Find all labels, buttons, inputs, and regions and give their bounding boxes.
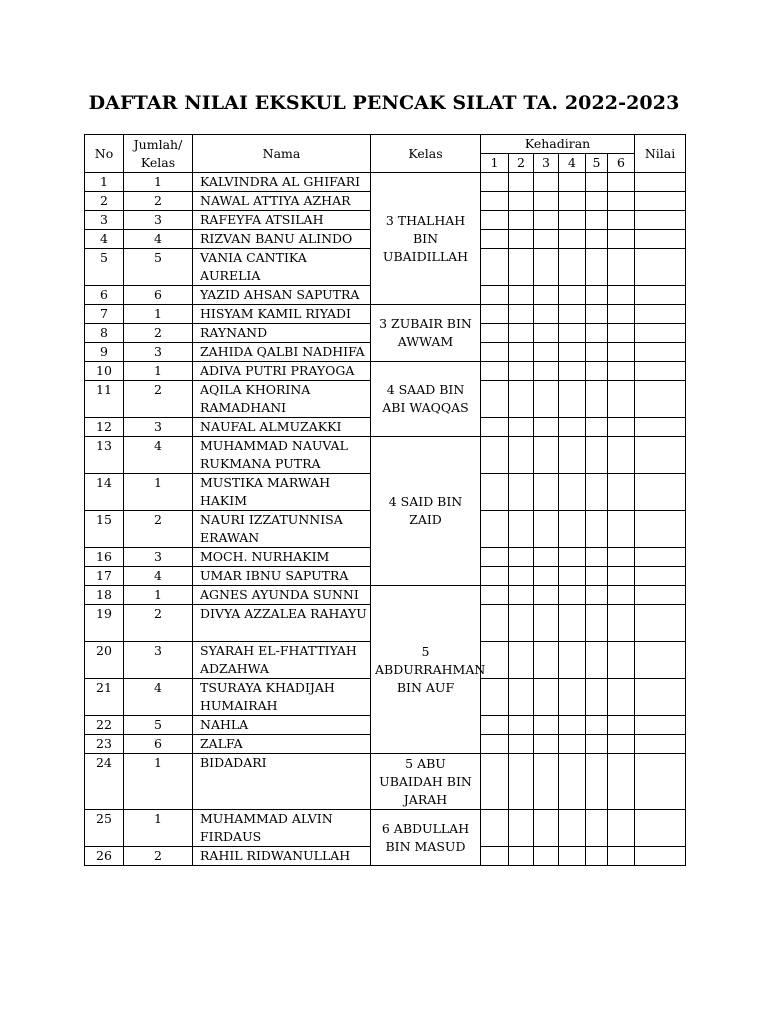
attendance-cell — [559, 418, 586, 437]
attendance-cell — [509, 173, 534, 192]
cell-nama: ZALFA — [193, 735, 371, 754]
attendance-cell — [481, 418, 509, 437]
cell-jumlah: 1 — [124, 362, 193, 381]
cell-nilai — [635, 679, 686, 716]
session-header: 3 — [534, 154, 559, 173]
cell-nilai — [635, 362, 686, 381]
cell-jumlah: 3 — [124, 343, 193, 362]
attendance-cell — [586, 343, 608, 362]
cell-nama: NAUFAL ALMUZAKKI — [193, 418, 371, 437]
attendance-cell — [559, 847, 586, 866]
cell-nama: UMAR IBNU SAPUTRA — [193, 567, 371, 586]
cell-no: 15 — [85, 511, 124, 548]
attendance-cell — [509, 211, 534, 230]
attendance-cell — [534, 847, 559, 866]
attendance-cell — [608, 511, 635, 548]
attendance-cell — [559, 735, 586, 754]
attendance-cell — [481, 286, 509, 305]
attendance-cell — [509, 548, 534, 567]
session-header: 6 — [608, 154, 635, 173]
attendance-cell — [481, 249, 509, 286]
cell-nilai — [635, 810, 686, 847]
cell-no: 2 — [85, 192, 124, 211]
cell-no: 11 — [85, 381, 124, 418]
attendance-cell — [509, 343, 534, 362]
attendance-cell — [608, 716, 635, 735]
attendance-cell — [534, 343, 559, 362]
header-nama: Nama — [193, 135, 371, 173]
cell-no: 5 — [85, 249, 124, 286]
cell-kelas: 5 ABDURRAHMAN BIN AUF — [371, 586, 481, 754]
attendance-cell — [534, 474, 559, 511]
cell-nama: RIZVAN BANU ALINDO — [193, 230, 371, 249]
cell-nama: RAYNAND — [193, 324, 371, 343]
attendance-cell — [559, 305, 586, 324]
cell-jumlah: 1 — [124, 810, 193, 847]
cell-jumlah: 6 — [124, 286, 193, 305]
attendance-cell — [534, 305, 559, 324]
attendance-cell — [559, 192, 586, 211]
attendance-cell — [509, 567, 534, 586]
attendance-cell — [586, 679, 608, 716]
cell-nama: AQILA KHORINA RAMADHANI — [193, 381, 371, 418]
attendance-cell — [608, 343, 635, 362]
attendance-cell — [509, 847, 534, 866]
attendance-cell — [534, 605, 559, 642]
attendance-cell — [481, 343, 509, 362]
attendance-cell — [559, 211, 586, 230]
attendance-cell — [559, 249, 586, 286]
grade-table — [84, 134, 686, 866]
attendance-cell — [586, 173, 608, 192]
attendance-cell — [509, 716, 534, 735]
cell-no: 22 — [85, 716, 124, 735]
cell-no: 13 — [85, 437, 124, 474]
attendance-cell — [509, 735, 534, 754]
cell-jumlah: 5 — [124, 249, 193, 286]
cell-nilai — [635, 249, 686, 286]
attendance-cell — [608, 735, 635, 754]
cell-no: 8 — [85, 324, 124, 343]
cell-nama: MUSTIKA MARWAH HAKIM — [193, 474, 371, 511]
attendance-cell — [586, 192, 608, 211]
attendance-cell — [481, 305, 509, 324]
cell-nilai — [635, 173, 686, 192]
attendance-cell — [586, 642, 608, 679]
cell-no: 3 — [85, 211, 124, 230]
cell-no: 18 — [85, 586, 124, 605]
attendance-cell — [608, 437, 635, 474]
cell-nama: ADIVA PUTRI PRAYOGA — [193, 362, 371, 381]
attendance-cell — [608, 754, 635, 810]
table-body — [85, 173, 686, 866]
attendance-cell — [559, 381, 586, 418]
cell-jumlah: 4 — [124, 437, 193, 474]
cell-nilai — [635, 548, 686, 567]
cell-nilai — [635, 586, 686, 605]
cell-nilai — [635, 437, 686, 474]
cell-nama: NAHLA — [193, 716, 371, 735]
cell-jumlah: 4 — [124, 567, 193, 586]
cell-kelas: 5 ABU UBAIDAH BIN JARAH — [371, 754, 481, 810]
cell-no: 17 — [85, 567, 124, 586]
attendance-cell — [534, 286, 559, 305]
cell-nilai — [635, 343, 686, 362]
attendance-cell — [608, 642, 635, 679]
table-row — [85, 173, 686, 192]
cell-no: 7 — [85, 305, 124, 324]
cell-nilai — [635, 305, 686, 324]
attendance-cell — [586, 305, 608, 324]
attendance-cell — [608, 567, 635, 586]
cell-nama: KALVINDRA AL GHIFARI — [193, 173, 371, 192]
cell-jumlah: 4 — [124, 230, 193, 249]
attendance-cell — [534, 735, 559, 754]
attendance-cell — [608, 810, 635, 847]
attendance-cell — [559, 511, 586, 548]
attendance-cell — [608, 286, 635, 305]
attendance-cell — [534, 192, 559, 211]
header-kelas: Kelas — [371, 135, 481, 173]
attendance-cell — [559, 810, 586, 847]
cell-jumlah: 1 — [124, 474, 193, 511]
cell-no: 6 — [85, 286, 124, 305]
attendance-cell — [509, 230, 534, 249]
attendance-cell — [586, 586, 608, 605]
attendance-cell — [534, 754, 559, 810]
attendance-cell — [481, 324, 509, 343]
attendance-cell — [481, 586, 509, 605]
attendance-cell — [534, 567, 559, 586]
cell-no: 12 — [85, 418, 124, 437]
attendance-cell — [586, 716, 608, 735]
header-jumlah-kelas: Jumlah/ Kelas — [124, 135, 193, 173]
header-row — [85, 135, 686, 154]
cell-nama: NAWAL ATTIYA AZHAR — [193, 192, 371, 211]
session-header: 4 — [559, 154, 586, 173]
cell-no: 20 — [85, 642, 124, 679]
attendance-cell — [481, 211, 509, 230]
attendance-cell — [586, 567, 608, 586]
cell-jumlah: 3 — [124, 211, 193, 230]
cell-nilai — [635, 735, 686, 754]
cell-nilai — [635, 230, 686, 249]
table-row — [85, 754, 686, 810]
attendance-cell — [509, 362, 534, 381]
cell-no: 4 — [85, 230, 124, 249]
attendance-cell — [559, 567, 586, 586]
table-row — [85, 586, 686, 605]
cell-nama: BIDADARI — [193, 754, 371, 810]
cell-nama: TSURAYA KHADIJAH HUMAIRAH — [193, 679, 371, 716]
attendance-cell — [608, 381, 635, 418]
attendance-cell — [586, 324, 608, 343]
cell-no: 24 — [85, 754, 124, 810]
attendance-cell — [608, 586, 635, 605]
attendance-cell — [509, 192, 534, 211]
attendance-cell — [586, 249, 608, 286]
attendance-cell — [608, 230, 635, 249]
attendance-cell — [559, 605, 586, 642]
header-kehadiran: Kehadiran — [481, 135, 635, 154]
attendance-cell — [559, 679, 586, 716]
attendance-cell — [559, 548, 586, 567]
cell-nama: VANIA CANTIKA AURELIA — [193, 249, 371, 286]
attendance-cell — [509, 754, 534, 810]
attendance-cell — [559, 642, 586, 679]
attendance-cell — [481, 847, 509, 866]
cell-nilai — [635, 567, 686, 586]
cell-jumlah: 3 — [124, 642, 193, 679]
cell-nama: MOCH. NURHAKIM — [193, 548, 371, 567]
attendance-cell — [586, 381, 608, 418]
cell-no: 23 — [85, 735, 124, 754]
cell-kelas: 3 ZUBAIR BIN AWWAM — [371, 305, 481, 362]
attendance-cell — [559, 362, 586, 381]
attendance-cell — [534, 230, 559, 249]
cell-jumlah: 2 — [124, 192, 193, 211]
attendance-cell — [608, 548, 635, 567]
cell-no: 25 — [85, 810, 124, 847]
attendance-cell — [559, 437, 586, 474]
attendance-cell — [509, 810, 534, 847]
cell-nama: ZAHIDA QALBI NADHIFA — [193, 343, 371, 362]
attendance-cell — [509, 437, 534, 474]
attendance-cell — [608, 474, 635, 511]
header-no: No — [85, 135, 124, 173]
page-title: DAFTAR NILAI EKSKUL PENCAK SILAT TA. 2022-2023 — [88, 92, 680, 114]
attendance-cell — [509, 249, 534, 286]
session-header: 1 — [481, 154, 509, 173]
cell-no: 9 — [85, 343, 124, 362]
cell-nama: YAZID AHSAN SAPUTRA — [193, 286, 371, 305]
cell-jumlah: 5 — [124, 716, 193, 735]
attendance-cell — [481, 362, 509, 381]
attendance-cell — [534, 173, 559, 192]
table-row — [85, 810, 686, 847]
cell-kelas: 3 THALHAH BIN UBAIDILLAH — [371, 173, 481, 305]
attendance-cell — [608, 605, 635, 642]
attendance-cell — [509, 605, 534, 642]
attendance-cell — [534, 511, 559, 548]
attendance-cell — [586, 847, 608, 866]
cell-nama: RAHIL RIDWANULLAH — [193, 847, 371, 866]
attendance-cell — [586, 511, 608, 548]
attendance-cell — [559, 230, 586, 249]
cell-no: 21 — [85, 679, 124, 716]
attendance-cell — [481, 754, 509, 810]
cell-no: 1 — [85, 173, 124, 192]
attendance-cell — [509, 511, 534, 548]
cell-jumlah: 2 — [124, 605, 193, 642]
attendance-cell — [509, 286, 534, 305]
attendance-cell — [509, 642, 534, 679]
cell-jumlah: 2 — [124, 324, 193, 343]
attendance-cell — [586, 362, 608, 381]
header-nilai: Nilai — [635, 135, 686, 173]
attendance-cell — [481, 474, 509, 511]
attendance-cell — [608, 847, 635, 866]
attendance-cell — [481, 567, 509, 586]
attendance-cell — [509, 586, 534, 605]
attendance-cell — [534, 437, 559, 474]
attendance-cell — [534, 324, 559, 343]
cell-nilai — [635, 211, 686, 230]
attendance-cell — [534, 716, 559, 735]
attendance-cell — [559, 173, 586, 192]
cell-jumlah: 1 — [124, 754, 193, 810]
cell-jumlah: 3 — [124, 418, 193, 437]
cell-jumlah: 2 — [124, 847, 193, 866]
attendance-cell — [586, 605, 608, 642]
attendance-cell — [586, 437, 608, 474]
attendance-cell — [586, 474, 608, 511]
cell-no: 10 — [85, 362, 124, 381]
attendance-cell — [586, 548, 608, 567]
attendance-cell — [586, 286, 608, 305]
cell-kelas: 4 SAID BIN ZAID — [371, 437, 481, 586]
attendance-cell — [586, 230, 608, 249]
table-row — [85, 362, 686, 381]
attendance-cell — [509, 679, 534, 716]
cell-nama: MUHAMMAD NAUVAL RUKMANA PUTRA — [193, 437, 371, 474]
attendance-cell — [586, 211, 608, 230]
attendance-cell — [481, 548, 509, 567]
attendance-cell — [534, 642, 559, 679]
attendance-cell — [481, 679, 509, 716]
session-header: 5 — [586, 154, 608, 173]
attendance-cell — [509, 418, 534, 437]
attendance-cell — [586, 735, 608, 754]
cell-nilai — [635, 474, 686, 511]
cell-jumlah: 1 — [124, 305, 193, 324]
attendance-cell — [534, 381, 559, 418]
attendance-cell — [481, 381, 509, 418]
cell-jumlah: 4 — [124, 679, 193, 716]
attendance-cell — [534, 586, 559, 605]
cell-nilai — [635, 716, 686, 735]
attendance-cell — [559, 716, 586, 735]
cell-jumlah: 1 — [124, 173, 193, 192]
cell-nama: SYARAH EL-FHATTIYAH ADZAHWA — [193, 642, 371, 679]
cell-kelas: 6 ABDULLAH BIN MASUD — [371, 810, 481, 866]
attendance-cell — [586, 754, 608, 810]
attendance-cell — [608, 173, 635, 192]
cell-jumlah: 3 — [124, 548, 193, 567]
table-row — [85, 305, 686, 324]
attendance-cell — [559, 324, 586, 343]
attendance-cell — [608, 211, 635, 230]
cell-nilai — [635, 324, 686, 343]
table-row — [85, 437, 686, 474]
cell-kelas: 4 SAAD BIN ABI WAQQAS — [371, 362, 481, 437]
attendance-cell — [559, 286, 586, 305]
attendance-cell — [534, 362, 559, 381]
cell-nilai — [635, 511, 686, 548]
attendance-cell — [608, 305, 635, 324]
attendance-cell — [559, 474, 586, 511]
attendance-cell — [481, 192, 509, 211]
attendance-cell — [509, 305, 534, 324]
cell-no: 26 — [85, 847, 124, 866]
cell-nilai — [635, 605, 686, 642]
cell-jumlah: 6 — [124, 735, 193, 754]
cell-nilai — [635, 754, 686, 810]
attendance-cell — [534, 418, 559, 437]
attendance-cell — [608, 679, 635, 716]
cell-jumlah: 1 — [124, 586, 193, 605]
attendance-cell — [481, 230, 509, 249]
cell-nilai — [635, 381, 686, 418]
attendance-cell — [608, 362, 635, 381]
cell-nama: MUHAMMAD ALVIN FIRDAUS — [193, 810, 371, 847]
cell-nilai — [635, 192, 686, 211]
attendance-cell — [534, 211, 559, 230]
attendance-cell — [586, 810, 608, 847]
session-header: 2 — [509, 154, 534, 173]
cell-nama: HISYAM KAMIL RIYADI — [193, 305, 371, 324]
attendance-cell — [534, 548, 559, 567]
cell-no: 16 — [85, 548, 124, 567]
attendance-cell — [534, 810, 559, 847]
cell-nama: RAFEYFA ATSILAH — [193, 211, 371, 230]
attendance-cell — [534, 249, 559, 286]
attendance-cell — [586, 418, 608, 437]
attendance-cell — [509, 381, 534, 418]
attendance-cell — [481, 716, 509, 735]
attendance-cell — [481, 735, 509, 754]
cell-jumlah: 2 — [124, 511, 193, 548]
cell-nilai — [635, 286, 686, 305]
attendance-cell — [481, 173, 509, 192]
attendance-cell — [559, 586, 586, 605]
cell-nilai — [635, 418, 686, 437]
cell-nilai — [635, 847, 686, 866]
cell-nama: DIVYA AZZALEA RAHAYU — [193, 605, 371, 642]
attendance-cell — [534, 679, 559, 716]
attendance-cell — [559, 754, 586, 810]
attendance-cell — [481, 437, 509, 474]
cell-nama: NAURI IZZATUNNISA ERAWAN — [193, 511, 371, 548]
attendance-cell — [509, 324, 534, 343]
attendance-cell — [509, 474, 534, 511]
cell-no: 14 — [85, 474, 124, 511]
cell-no: 19 — [85, 605, 124, 642]
attendance-cell — [481, 605, 509, 642]
attendance-cell — [481, 511, 509, 548]
attendance-cell — [608, 192, 635, 211]
cell-nilai — [635, 642, 686, 679]
attendance-cell — [608, 249, 635, 286]
cell-nama: AGNES AYUNDA SUNNI — [193, 586, 371, 605]
attendance-cell — [608, 418, 635, 437]
attendance-cell — [608, 324, 635, 343]
attendance-cell — [559, 343, 586, 362]
attendance-cell — [481, 810, 509, 847]
cell-jumlah: 2 — [124, 381, 193, 418]
